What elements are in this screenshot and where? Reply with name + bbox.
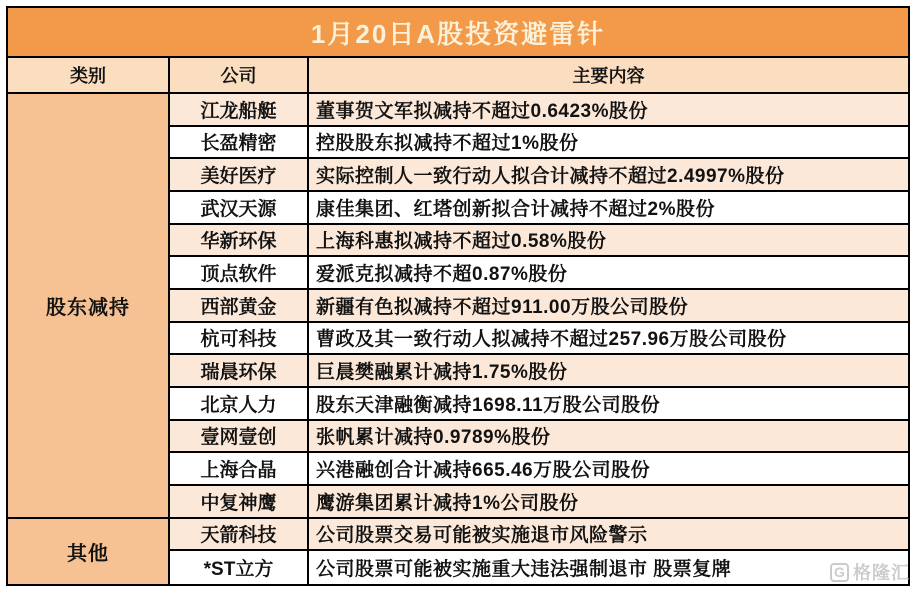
table-header-row <box>8 58 908 94</box>
company-cell: 北京人力 <box>170 388 309 421</box>
content-cell: 实际控制人一致行动人拟合计减持不超过2.4997%股份 <box>309 159 908 192</box>
page-title: 1月20日A股投资避雷针 <box>310 18 606 49</box>
company-cell: 天箭科技 <box>170 519 309 552</box>
company-cell: 美好医疗 <box>170 159 309 192</box>
content-cell: 上海科惠拟减持不超过0.58%股份 <box>309 225 908 258</box>
content-cell: 张帆累计减持0.9789%股份 <box>309 421 908 454</box>
content-cell: 康佳集团、红塔创新拟合计减持不超过2%股份 <box>309 192 908 225</box>
company-cell: 壹网壹创 <box>170 421 309 454</box>
table-body <box>8 94 908 584</box>
content-cell: 公司股票交易可能被实施退市风险警示 <box>309 519 908 552</box>
content-cell: 新疆有色拟减持不超过911.00万股公司股份 <box>309 290 908 323</box>
content-cell: 鹰游集团累计减持1%公司股份 <box>309 486 908 519</box>
gelonghui-watermark-text: 格隆汇 <box>853 563 910 583</box>
content-cell: 曹政及其一致行动人拟减持不超过257.96万股公司股份 <box>309 323 908 356</box>
content-cell: 兴港融创合计减持665.46万股公司股份 <box>309 453 908 486</box>
company-cell: 江龙船艇 <box>170 94 309 127</box>
header-company: 公司 <box>170 58 309 92</box>
company-cell: 中复神鹰 <box>170 486 309 519</box>
title-bar <box>8 8 908 58</box>
content-cell: 公司股票可能被实施重大违法强制退市 股票复牌 <box>309 551 908 584</box>
company-cell: 华新环保 <box>170 225 309 258</box>
content-cell: 股东天津融衡减持1698.11万股公司股份 <box>309 388 908 421</box>
content-cell: 控股股东拟减持不超过1%股份 <box>309 127 908 160</box>
gelonghui-logo-icon: G <box>830 563 849 582</box>
header-content: 主要内容 <box>572 66 645 86</box>
header-category: 类别 <box>8 58 170 92</box>
category-cell-shareholder-reduction: 股东减持 <box>8 94 170 519</box>
content-cell: 巨晨樊融累计减持1.75%股份 <box>309 355 908 388</box>
company-cell: *ST立方 <box>170 551 309 584</box>
company-cell: 杭可科技 <box>170 323 309 356</box>
company-cell: 上海合晶 <box>170 453 309 486</box>
category-cell-other: 其他 <box>8 519 170 584</box>
company-cell: 西部黄金 <box>170 290 309 323</box>
risk-alert-table <box>6 6 910 586</box>
company-cell: 长盈精密 <box>170 127 309 160</box>
company-cell: 武汉天源 <box>170 192 309 225</box>
content-cell: 董事贺文军拟减持不超过0.6423%股份 <box>309 94 908 127</box>
company-cell: 顶点软件 <box>170 257 309 290</box>
content-cell: 爱派克拟减持不超0.87%股份 <box>309 257 908 290</box>
company-cell: 瑞晨环保 <box>170 355 309 388</box>
